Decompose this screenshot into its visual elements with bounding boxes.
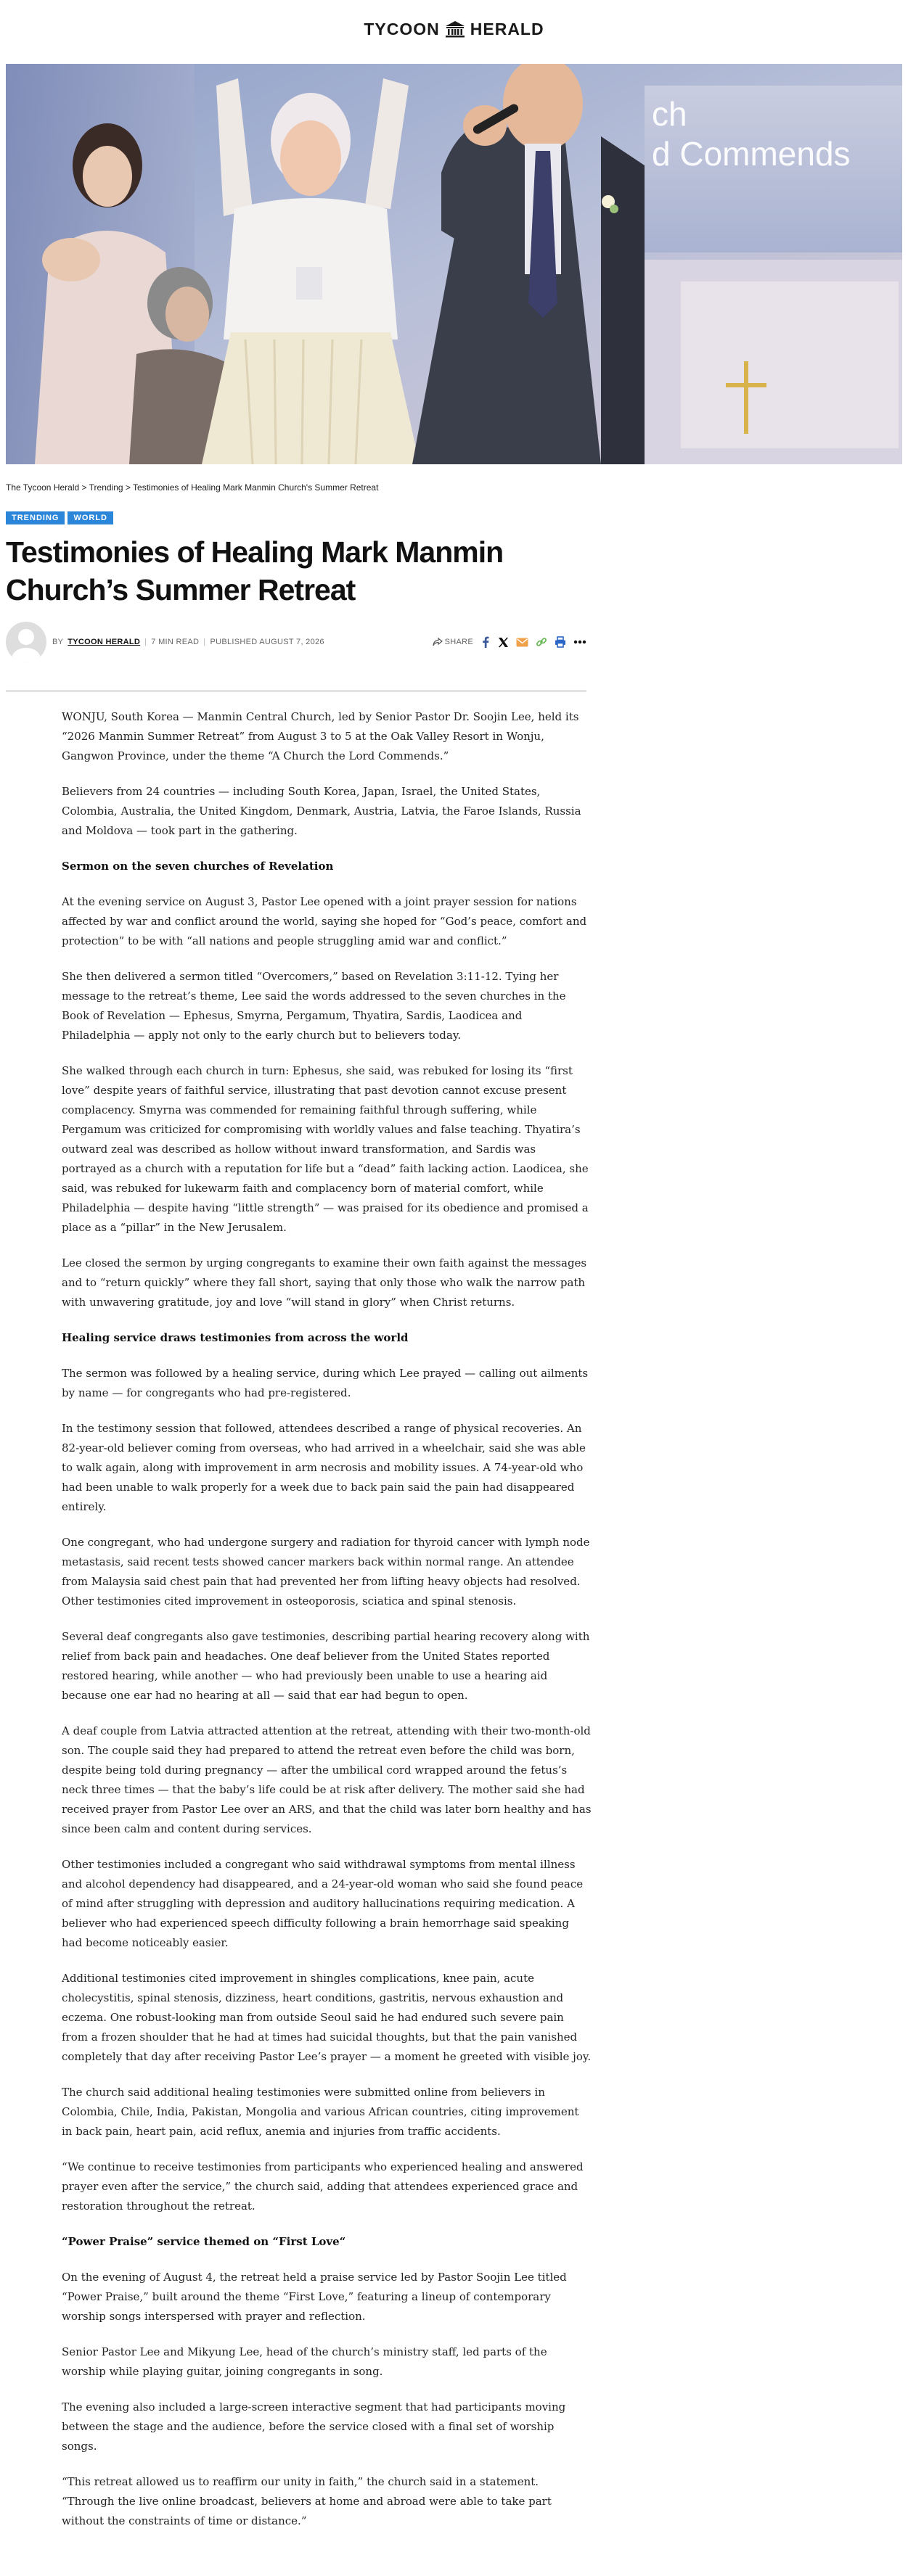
- share-button[interactable]: [433, 637, 473, 647]
- section-heading: Sermon on the seven churches of Revelation: [62, 860, 334, 873]
- meta-separator: |: [144, 638, 147, 646]
- site-logo[interactable]: [364, 20, 544, 39]
- article-title: Testimonies of Healing Mark Manmin Church’s Summer Retreat: [6, 535, 504, 606]
- article-paragraph: The church said additional healing testimonies were submitted online from believers in Colombia, Chile, India, Pakistan, Mongolia and various African countries, citing improvement in back pain, heart pain, acid reflux, anemia and injuries from traffic accidents.: [62, 2086, 579, 2138]
- more-icon[interactable]: [573, 640, 586, 644]
- byline: [52, 638, 324, 646]
- article-paragraph: The sermon was followed by a healing service, during which Lee prayed — calling out ailments by name — for congregants who had pre-registered.: [62, 1367, 589, 1399]
- building-icon: [444, 20, 466, 38]
- share-bar: [433, 636, 586, 648]
- article-paragraph: In the testimony session that followed, attendees described a range of physical recoveries. An 82-year-old believer coming from overseas, who had arrived in a wheelchair, said she was able to walk again, along with improvement in arm necrosis and mobility issues. A 74-year-old who had been unable to walk properly for a week due to back pain said the pain had disappeared entirely.: [62, 1422, 586, 1513]
- category-tags: [6, 511, 113, 524]
- x-icon[interactable]: [498, 637, 509, 648]
- breadcrumb-separator: >: [123, 482, 134, 493]
- breadcrumb-current: Testimonies of Healing Mark Manmin Church's Summer Retreat: [133, 482, 379, 493]
- byline-prefix: BY: [52, 638, 64, 646]
- article-paragraph: WONJU, South Korea — Manmin Central Church, led by Senior Pastor Dr. Soojin Lee, held its “2026 Manmin Summer Retreat” from August 3 to 5 at the Oak Valley Resort in Wonju, Gangwon Province, under the theme “A Church the Lord Commends.”: [62, 710, 579, 762]
- hero-image: [6, 64, 902, 464]
- author-link[interactable]: TYCOON HERALD: [68, 638, 141, 646]
- publish-date: PUBLISHED AUGUST 7, 2026: [210, 638, 324, 646]
- section-heading: “Power Praise” service themed on “First Love“: [62, 2235, 346, 2248]
- hero-photo: [6, 64, 902, 464]
- share-label: SHARE: [444, 638, 473, 646]
- meta-separator: |: [203, 638, 206, 646]
- article-paragraph: “We continue to receive testimonies from participants who experienced healing and answered prayer even after the service,” the church said, adding that attendees experienced grace and restoration throughout the retreat.: [62, 2160, 584, 2213]
- breadcrumb-home[interactable]: The Tycoon Herald: [6, 482, 80, 493]
- breadcrumb-section[interactable]: Trending: [89, 482, 123, 493]
- article-meta: [6, 622, 586, 662]
- article-paragraph: Several deaf congregants also gave testimonies, describing partial hearing recovery along with relief from back pain and headaches. One deaf believer from the United States reported restored hearing, while another — who had previously been unable to use a hearing aid because one ear had no hearing at all — said that ear had begun to open.: [62, 1630, 590, 1702]
- breadcrumb-separator: >: [79, 482, 89, 493]
- email-icon[interactable]: [516, 638, 528, 647]
- site-header: [0, 0, 908, 58]
- article-paragraph: A deaf couple from Latvia attracted attention at the retreat, attending with their two-month-old son. The couple said they had prepared to attend the retreat even before the child was born, despite being told during pregnancy — after the umbilical cord wrapped around the fetus’s neck three times — that the baby’s life could be at risk after delivery. The mother said she had received prayer from Pastor Lee over an ARS, and that the child was later born healthy and has since been calm and content during services.: [62, 1724, 592, 1835]
- tag-world[interactable]: WORLD: [68, 511, 113, 524]
- article-paragraph: Lee closed the sermon by urging congregants to examine their own faith against the messages and to “return quickly” where they fall short, saying that only those who walk the narrow path with unwavering gratitude, joy and love “will stand in glory” when Christ returns.: [62, 1256, 587, 1309]
- breadcrumb: [6, 482, 378, 493]
- article-paragraph: Believers from 24 countries — including South Korea, Japan, Israel, the United States, Colombia, Australia, the United Kingdom, Denmark, Austria, Latvia, the Faroe Islands, Russia and Moldova — took part in the gathering.: [62, 785, 581, 837]
- article-paragraph: She walked through each church in turn: Ephesus, she said, was rebuked for losing its “first love” despite years of faithful service, illustrating that past devotion cannot excuse present complacency. Smyrna was commended for remaining faithful through suffering, while Pergamum was criticized for compromising with worldly values and false teaching. Thyatira’s outward zeal was described as hollow without inward transformation, and Sardis was portrayed as a church with a reputation for life but a “dead” faith lacking action. Laodicea, she said, was rebuked for lukewarm faith and complacency born of material comfort, while Philadelphia — despite having “little strength” — was praised for its obedience and promised a place as a “pillar” in the New Jerusalem.: [62, 1064, 589, 1234]
- article-paragraph: “This retreat allowed us to reaffirm our unity in faith,” the church said in a statement. “Through the live online broadcast, believers at home and abroad were able to take part without the constraints of time or distance.”: [62, 2475, 552, 2527]
- content-divider: [6, 690, 586, 692]
- banner-text-2: d Commends: [652, 135, 851, 173]
- article-paragraph: The evening also included a large-screen interactive segment that had participants moving between the stage and the audience, before the service closed with a final set of worship songs.: [62, 2400, 566, 2453]
- logo-text-right: HERALD: [470, 19, 544, 38]
- article-paragraph: She then delivered a sermon titled “Overcomers,” based on Revelation 3:11-12. Tying her message to the retreat’s theme, Lee said the words addressed to the seven churches in the Book of Revelation — Ephesus, Smyrna, Pergamum, Thyatira, Sardis, Laodicea and Philadelphia — apply not only to the early church but to believers today.: [62, 970, 566, 1042]
- article-paragraph: At the evening service on August 3, Pastor Lee opened with a joint prayer session for nations affected by war and conflict around the world, saying she hoped for “God’s peace, comfort and protection” to be with “all nations and people struggling amid war and conflict.”: [62, 895, 587, 947]
- article-paragraph: One congregant, who had undergone surgery and radiation for thyroid cancer with lymph node metastasis, said recent tests showed cancer markers back within normal range. An attendee from Malaysia said chest pain that had prevented her from lifting heavy objects had resolved. Other testimonies cited improvement in osteoporosis, sciatica and spinal stenosis.: [62, 1536, 590, 1608]
- author-avatar[interactable]: [6, 622, 46, 662]
- article-paragraph: On the evening of August 4, the retreat held a praise service led by Pastor Soojin Lee titled “Power Praise,” built around the theme “First Love,” featuring a lineup of contemporary worship songs interspersed with prayer and reflection.: [62, 2271, 567, 2323]
- article-paragraph: Other testimonies included a congregant who said withdrawal symptoms from mental illness and alcohol dependency had disappeared, and a 24-year-old woman who said she found peace of mind after struggling with depression and auditory hallucinations requiring medication. A believer who had experienced speech difficulty following a brain hemorrhage said speaking had become noticeably easier.: [62, 1858, 584, 1949]
- share-icon: [433, 637, 443, 647]
- read-time: 7 MIN READ: [151, 638, 200, 646]
- article-paragraph: Additional testimonies cited improvement in shingles complications, knee pain, acute cholecystitis, spinal stenosis, dizziness, heart conditions, gastritis, nervous exhaustion and eczema. One robust-looking man from outside Seoul said he had endured such severe pain from a frozen shoulder that he had at times had suicidal thoughts, but that the pain vanished completely that day after receiving Pastor Lee’s prayer — a moment he greeted with visible joy.: [62, 1972, 592, 2063]
- article-body: [62, 707, 592, 2547]
- banner-text-1: ch: [652, 95, 687, 133]
- article-paragraph: Senior Pastor Lee and Mikyung Lee, head of the church’s ministry staff, led parts of the worship while playing guitar, joining congregants in song.: [62, 2345, 547, 2378]
- link-icon[interactable]: [536, 636, 547, 648]
- section-heading: Healing service draws testimonies from across the world: [62, 1331, 409, 1344]
- logo-text-left: TYCOON: [364, 19, 440, 38]
- facebook-icon[interactable]: [480, 636, 491, 648]
- print-icon[interactable]: [555, 636, 566, 648]
- tag-trending[interactable]: TRENDING: [6, 511, 65, 524]
